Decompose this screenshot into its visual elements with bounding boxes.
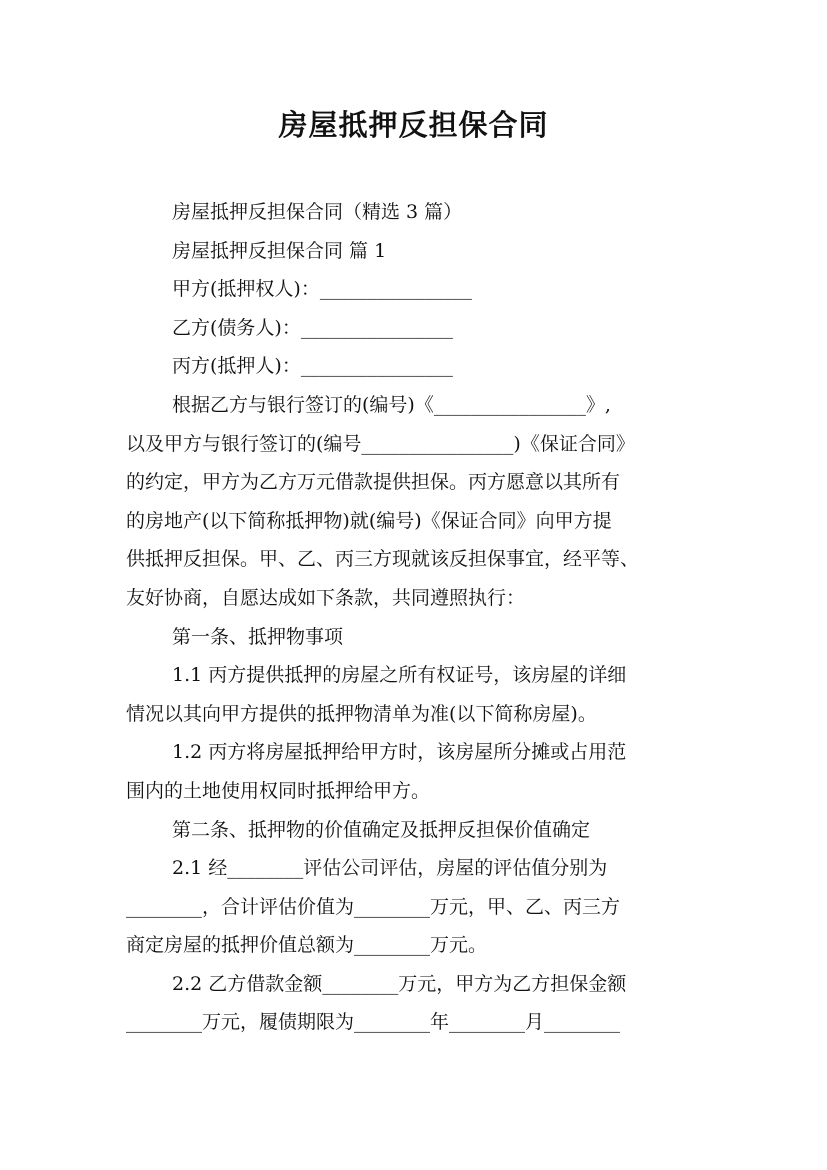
- paragraph-line: 商定房屋的抵押价值总额为________万元。: [126, 934, 488, 957]
- paragraph-line: 供抵押反担保。甲、乙、丙三方现就该反担保事宜，经平等、: [126, 548, 640, 571]
- section-heading: 第二条、抵押物的价值确定及抵押反担保价值确定: [172, 818, 591, 841]
- paragraph-line: 2.1 经________评估公司评估，房屋的评估值分别为: [172, 857, 608, 880]
- paragraph-line: 以及甲方与银行签订的(编号________________)《保证合同》: [126, 432, 635, 455]
- document-body: [126, 193, 704, 1042]
- paragraph-line: 的约定，甲方为乙方万元借款提供担保。丙方愿意以其所有: [126, 471, 621, 494]
- paragraph-line: 甲方(抵押权人)：________________: [172, 278, 472, 301]
- section-heading: 第一条、抵押物事项: [172, 625, 344, 648]
- paragraph-line: 房屋抵押反担保合同（精选 3 篇）: [172, 201, 463, 223]
- paragraph-line: 围内的土地使用权同时抵押给甲方。: [126, 779, 431, 802]
- paragraph-line: 丙方(抵押人)：________________: [172, 355, 453, 378]
- paragraph-line: 2.2 乙方借款金额________万元，甲方为乙方担保金额: [172, 972, 627, 995]
- paragraph-line: 友好协商，自愿达成如下条款，共同遵照执行：: [126, 586, 526, 609]
- paragraph-line: 1.2 丙方将房屋抵押给甲方时，该房屋所分摊或占用范: [172, 741, 627, 764]
- paragraph-line: ________，合计评估价值为________万元，甲、乙、丙三方: [126, 895, 621, 918]
- paragraph-line: 乙方(债务人)：________________: [172, 316, 453, 339]
- paragraph-line: ________万元，履债期限为________年________月________: [126, 1011, 621, 1034]
- document-title: 房屋抵押反担保合同: [278, 108, 549, 142]
- paragraph-line: 根据乙方与银行签订的(编号)《________________》,: [172, 393, 611, 416]
- paragraph-line: 房屋抵押反担保合同 篇 1: [172, 239, 387, 262]
- paragraph-line: 情况以其向甲方提供的抵押物清单为准(以下简称房屋)。: [126, 702, 597, 725]
- paragraph-line: 的房地产(以下简称抵押物)就(编号)《保证合同》向甲方提: [126, 509, 612, 532]
- paragraph-line: 1.1 丙方提供抵押的房屋之所有权证号，该房屋的详细: [172, 664, 627, 687]
